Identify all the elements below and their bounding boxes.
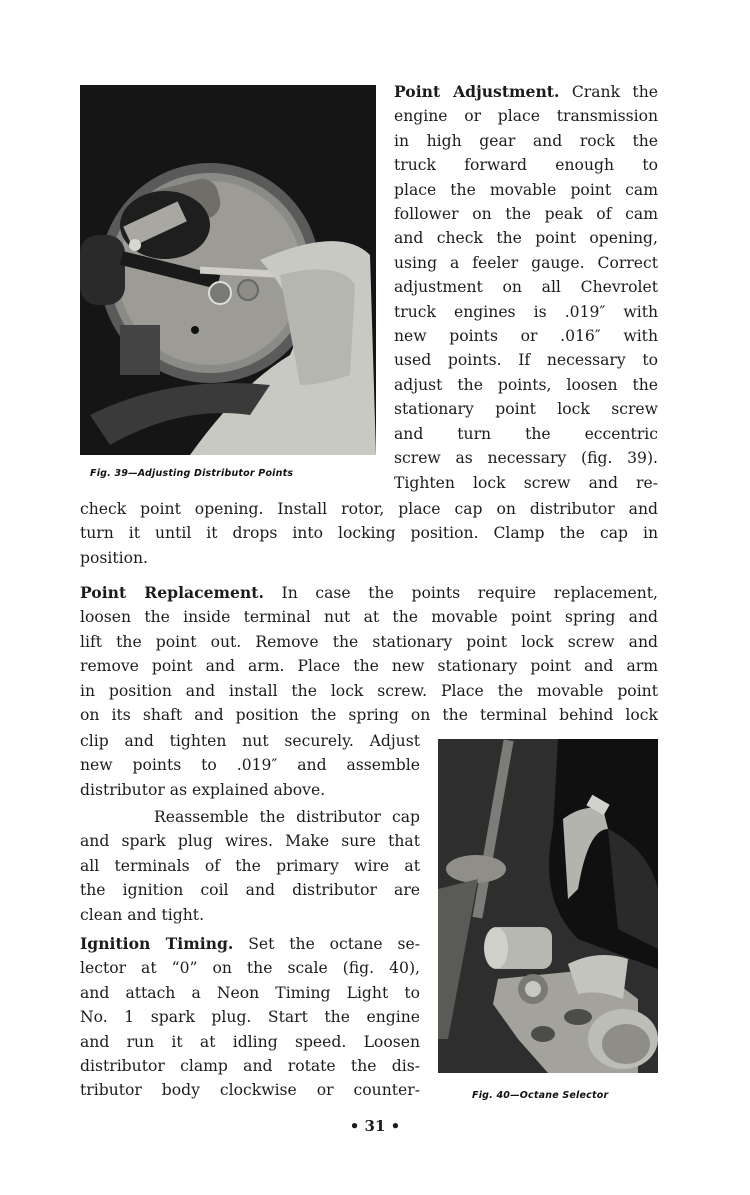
point-adjustment-heading: Point Adjustment. bbox=[394, 82, 560, 101]
point-adjustment-column: Point Adjustment. Crank the engine or place transmission in high gear and rock the truck forward enough to place the movable point cam follower on the peak of cam and check the point opening, using a feeler gauge. Correct adjustment on all Chevrolet truck engines is .019″ with new points or .016″ with used points. If necessary to adjust the points, loosen the stationary point lock screw and turn the eccentric screw as necessary (fig. 39). Tighten lock screw and re- bbox=[394, 82, 658, 492]
figure-40-photo bbox=[438, 739, 658, 1073]
figure-39-caption: Fig. 39—Adjusting Distributor Points bbox=[90, 468, 294, 479]
point-replacement-narrow: clip and tighten nut securely. Adjust new points to .019″ and assemble distributor as explained above. bbox=[80, 732, 420, 799]
octane-selector-illustration bbox=[438, 739, 658, 1073]
figure-39-photo bbox=[80, 85, 376, 455]
point-replacement-heading: Point Replacement. bbox=[80, 583, 264, 602]
point-adjustment-continued: check point opening. Install rotor, place cap on distributor and turn it until it drops into locking position. Clamp the cap in position. bbox=[80, 500, 658, 567]
distributor-points-illustration bbox=[80, 85, 376, 455]
ignition-timing-paragraph: Ignition Timing. Set the octane se- lector at “0” on the scale (fig. 40), and attach a Neon Timing Light to No. 1 spark plug. Start the engine and run it at idling speed. Loosen distributor clamp and rotate the dis- tributor body clockwise or counter- bbox=[80, 934, 421, 1100]
ignition-timing-heading: Ignition Timing. bbox=[80, 934, 234, 953]
point-replacement-paragraph: Point Replacement. In case the points require replacement, loosen the inside terminal nut at the movable point spring and lift the point out. Remove the stationary point lock screw and remove point and arm. Place the new stationary point and arm in position and install the lock screw. Place the movable point on its shaft and position the spring on the terminal behind lock bbox=[80, 583, 658, 725]
figure-40-caption: Fig. 40—Octane Selector bbox=[472, 1090, 609, 1101]
reassemble-paragraph: Reassemble the distributor cap and spark plug wires. Make sure that all terminals of the primary wire at the ignition coil and distributor are clean and tight. bbox=[80, 808, 420, 924]
page-number: • 31 • bbox=[349, 1117, 401, 1135]
